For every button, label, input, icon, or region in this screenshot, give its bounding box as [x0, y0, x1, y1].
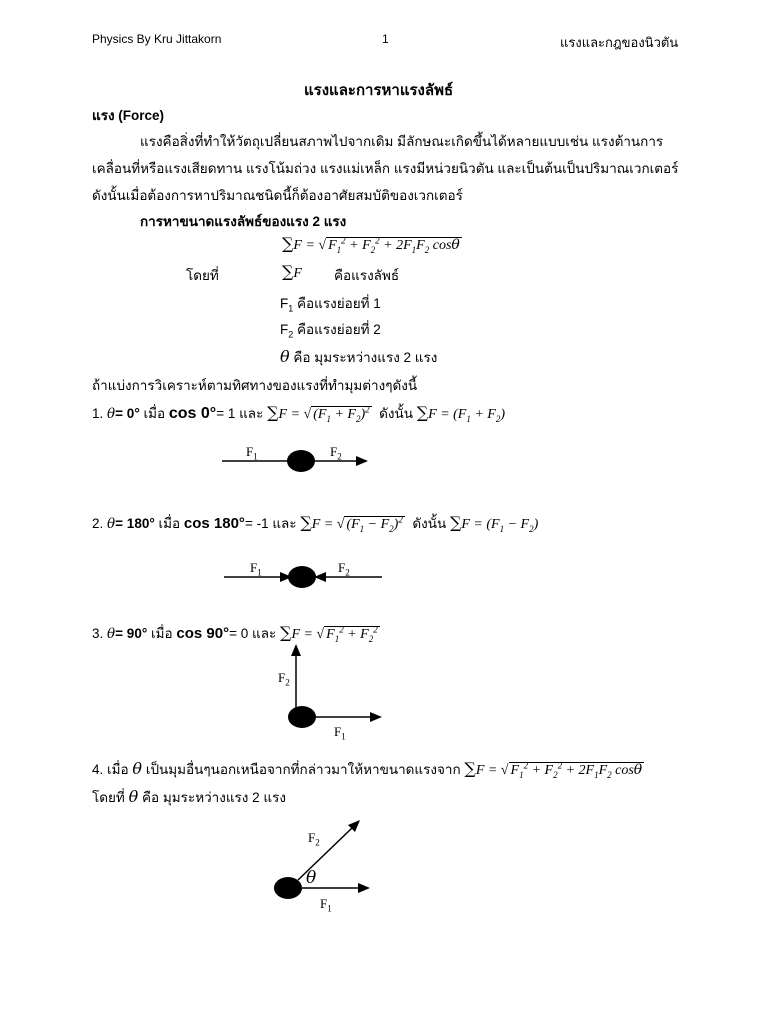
case-1-cos: cos 0°	[168, 405, 217, 422]
def-F2: $F_2$ คือแรงย่อยที่ 2	[280, 322, 381, 340]
where-label: โดยที่	[186, 268, 219, 283]
case-3-formula: ∑F = √ $F_1^2 + F_2^2$	[280, 623, 378, 644]
case-2-cosval: = -1	[244, 516, 269, 531]
case-4-when: เมื่อ	[107, 762, 129, 777]
section-heading: แรง (Force)	[92, 108, 165, 123]
case-1-num: 1.	[92, 406, 104, 421]
case-3-angle: = 90°	[115, 626, 148, 641]
case-3-and: และ	[252, 626, 277, 641]
case-1-so: ดังนั้น	[379, 406, 413, 421]
case-3-label-F1: $F_1$	[334, 724, 346, 742]
case-3-cos: cos 90°	[176, 625, 230, 642]
case-4-where: โดยที่	[92, 790, 125, 805]
case-1-diagram	[220, 440, 380, 480]
analysis-line: ถ้าแบ่งการวิเคราะห์ตามทิศทางของแรงที่ทำมุมต่างๆดังนี้	[92, 378, 418, 393]
case-3-cosval: = 0	[229, 626, 249, 641]
case-2-angle: = 180°	[115, 516, 155, 531]
case-1-angle: = 0°	[115, 406, 140, 421]
def-sumF: คือแรงลัพธ์	[334, 268, 400, 283]
case-2-and: และ	[272, 516, 297, 531]
case-4-label-theta: θ	[306, 868, 317, 888]
case-2-cos: cos 180°	[183, 515, 245, 532]
case-1-result: $\sum F = (F_1 + F_2)$	[416, 403, 506, 424]
main-formula: ∑F = √ $F_1^2 + F_2^2 + 2F_1F_2$ cosθ	[282, 234, 460, 255]
case-1-label-F2: $F_2$	[330, 444, 342, 462]
page-number: 1	[382, 32, 389, 46]
case-2-diagram	[222, 556, 384, 596]
case-2-formula: ∑F = √ $(F_1 - F_2)^2$	[300, 513, 403, 534]
case-4-diagram	[272, 818, 382, 908]
case-4-label-F2: $F_2$	[308, 830, 320, 848]
case-3-num: 3.	[92, 626, 104, 641]
def-F1-text: คือแรงย่อยที่ 1	[297, 296, 381, 311]
case-4-formula: ∑F = √ $F_1^2 + F_2^2 + 2F_1F_2$ cosθ	[464, 759, 643, 780]
def-theta: θ คือ มุมระหว่างแรง 2 แรง	[280, 347, 438, 366]
case-2-label-F2: $F_2$	[338, 560, 350, 578]
case-1-and: และ	[239, 406, 264, 421]
case-2-result: $\sum F = (F_1 - F_2)$	[449, 513, 539, 534]
subheading: การหาขนาดแรงลัพธ์ของแรง 2 แรง	[140, 214, 347, 229]
case-2-when: เมื่อ	[158, 516, 181, 531]
case-4-def: คือ มุมระหว่างแรง 2 แรง	[142, 790, 286, 805]
page-title: แรงและการหาแรงลัพธ์	[304, 82, 454, 99]
case-2-label-F1: $F_1$	[250, 560, 262, 578]
intro-line-2: เคลื่อนที่หรือแรงเสียดทาน แรงโน้มถ่วง แรงแม่เหล็ก แรงมีหน่วยนิวตัน และเป็นต้นเป็นปริมาณเวกเตอร์	[92, 161, 679, 176]
intro-line-3: ดังนั้นเมื่อต้องการหาปริมาณชนิดนี้ก็ต้องอาศัยสมบัติของเวกเตอร์	[92, 188, 463, 203]
case-2-num: 2.	[92, 516, 104, 531]
case-1-cosval: = 1	[216, 406, 236, 421]
case-1-label-F1: $F_1$	[246, 444, 258, 462]
case-1-when: เมื่อ	[143, 406, 166, 421]
case-1-formula: ∑F = √ $(F_1 + F_2)^2$	[267, 403, 370, 424]
header-right: แรงและกฎของนิวตัน	[560, 35, 679, 50]
case-4-num: 4.	[92, 762, 104, 777]
def-sumF-symbol: ∑F	[282, 262, 302, 281]
case-4-label-F1: $F_1$	[320, 896, 332, 914]
case-2-so: ดังนั้น	[412, 516, 447, 531]
def-F2-text: คือแรงย่อยที่ 2	[297, 322, 381, 337]
case-4-text: เป็นมุมอื่นๆนอกเหนือจากที่กล่าวมาให้หาขนาดแรงจาก	[145, 762, 461, 777]
case-3-label-F2: $F_2$	[278, 670, 290, 688]
case-4-line-2: โดยที่ θ คือ มุมระหว่างแรง 2 แรง	[92, 787, 286, 806]
case-3: 3. θ= 90° เมื่อ cos 90°= 0 และ ∑F = √ $F_1^2 + F_2^2$	[92, 623, 378, 644]
def-theta-text: คือ มุมระหว่างแรง 2 แรง	[293, 350, 438, 365]
header-left: Physics By Kru Jittakorn	[92, 32, 222, 46]
case-1: 1. θ= 0° เมื่อ cos 0°= 1 และ ∑F = √ $(F_1 + F_2)^2$ ดังนั้น $\sum F = (F_1 + F_2)$	[92, 403, 506, 424]
case-4: 4. เมื่อ θ เป็นมุมอื่นๆนอกเหนือจากที่กล่าวมาให้หาขนาดแรงจาก ∑F = √ $F_1^2 + F_2^2 + 2F_1F_2$ cosθ	[92, 759, 643, 780]
def-F1: $F_1$ คือแรงย่อยที่ 1	[280, 296, 381, 314]
case-3-diagram	[280, 640, 390, 735]
case-3-when: เมื่อ	[151, 626, 173, 641]
case-2: 2. θ= 180° เมื่อ cos 180°= -1 และ ∑F = √ $(F_1 - F_2)^2$ ดังนั้น $\sum F = (F_1 - F_2)$	[92, 513, 539, 534]
intro-line-1: แรงคือสิ่งที่ทำให้วัตถุเปลี่ยนสภาพไปจากเดิม มีลักษณะเกิดขึ้นได้หลายแบบเช่น แรงต้านการ	[140, 134, 664, 149]
